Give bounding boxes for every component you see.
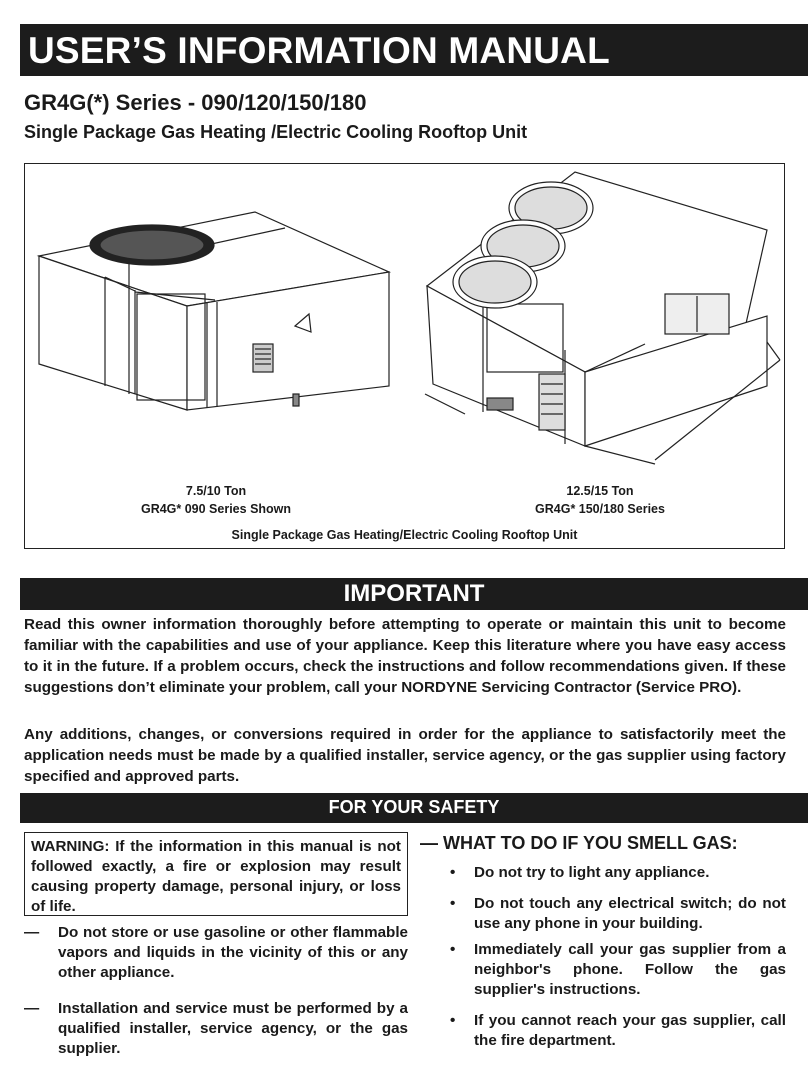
smell-gas-heading: — WHAT TO DO IF YOU SMELL GAS: xyxy=(420,833,738,853)
title-banner xyxy=(20,24,808,76)
safety-dash-text: Do not store or use gasoline or other flammable vapors and liquids in the vicinity of this or any other appliance. xyxy=(58,924,408,981)
gas-instruction-text: Do not touch any electrical switch; do not use any phone in your building. xyxy=(474,895,786,932)
gas-instruction-text: Immediately call your gas supplier from a neighbor's phone. Follow the gas supplier's instructions. xyxy=(474,941,786,998)
warning-box: WARNING: If the information in this manual is not followed exactly, a fire or explosion may result causing property damage, personal injury, or loss of life. xyxy=(24,832,408,916)
important-banner xyxy=(20,578,808,610)
bullet-mark: • xyxy=(450,1012,456,1029)
large-unit-tonnage: 12.5/15 Ton xyxy=(566,484,634,498)
product-subtitle: Single Package Gas Heating /Electric Cooling Rooftop Unit xyxy=(24,122,528,142)
bullet-mark: • xyxy=(450,941,456,958)
safety-banner xyxy=(20,793,808,823)
important-heading: IMPORTANT xyxy=(343,580,485,607)
large-unit-drawing xyxy=(425,172,780,464)
gas-instruction-text: Do not try to light any appliance. xyxy=(474,864,710,881)
bullet-mark: • xyxy=(450,864,456,881)
dash-mark: — xyxy=(24,924,40,941)
safety-dash-text: Installation and service must be performed by a qualified installer, service agency, or the gas supplier. xyxy=(58,1000,408,1057)
small-unit-caption xyxy=(121,482,311,518)
small-unit-model: GR4G* 090 Series Shown xyxy=(140,502,292,516)
large-unit-caption xyxy=(505,482,695,518)
small-unit-drawing xyxy=(39,212,389,410)
safety-heading: FOR YOUR SAFETY xyxy=(328,797,500,817)
small-unit-tonnage: 7.5/10 Ton xyxy=(185,484,247,498)
dash-mark: — xyxy=(24,1000,40,1017)
bullet-mark: • xyxy=(450,895,456,912)
important-paragraph-2: Any additions, changes, or conversions required in order for the appliance to satisfactorily meet the application needs must be made by a qualified installer, service agency, or the gas supplier using factory specified and approved parts. xyxy=(24,726,786,785)
series-title: GR4G(*) Series - 090/120/150/180 xyxy=(24,90,367,115)
large-unit-model: GR4G* 150/180 Series xyxy=(535,502,665,516)
figure-caption: Single Package Gas Heating/Electric Cooling Rooftop Unit xyxy=(231,528,578,542)
product-figure xyxy=(24,163,785,549)
gas-instruction-text: If you cannot reach your gas supplier, call the fire department. xyxy=(474,1012,786,1049)
important-paragraph-1: Read this owner information thoroughly before attempting to operate or maintain this unit to become familiar with the capabilities and use of your appliance. Keep this literature where you have easy access to it in the future. If a problem occurs, check the instructions and follow recommendations given. If these suggestions don’t eliminate your problem, call your NORDYNE Servicing Contractor (Service PRO). xyxy=(24,616,786,696)
manual-title: USER’S INFORMATION MANUAL xyxy=(28,30,610,71)
